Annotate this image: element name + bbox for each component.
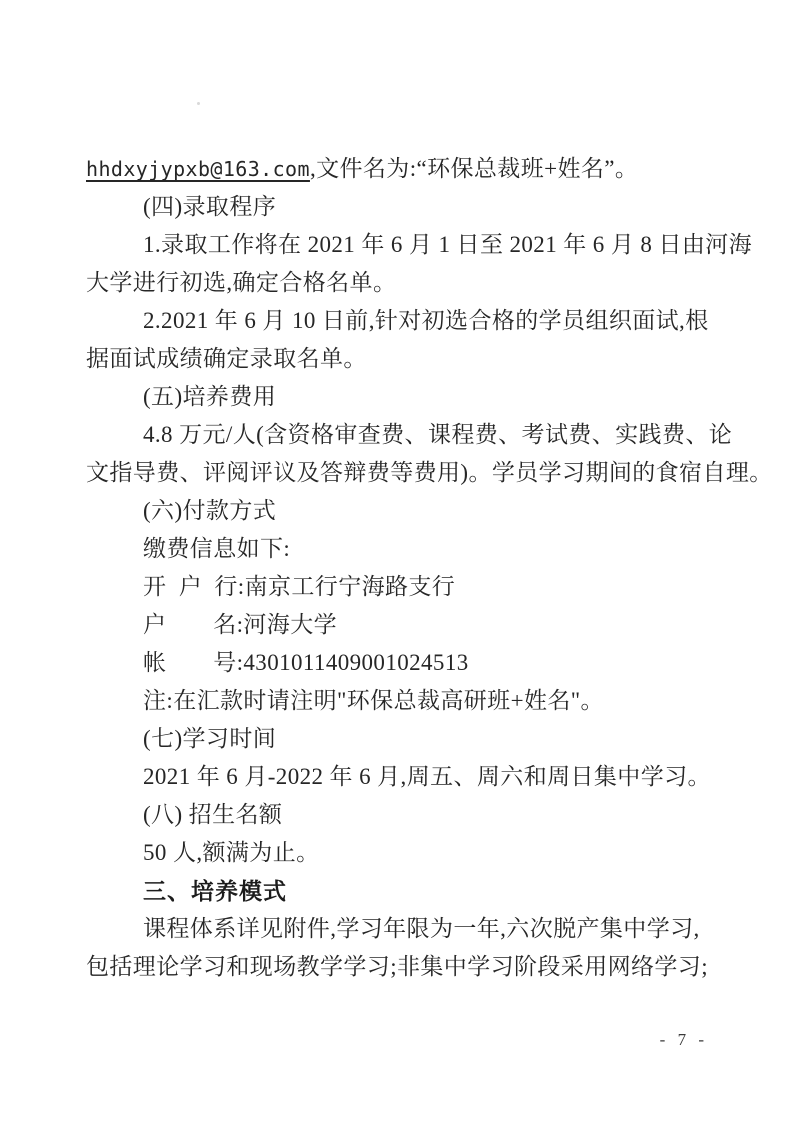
text-line-admission-step2: 2.2021 年 6 月 10 日前,针对初选合格的学员组织面试,根 — [143, 308, 709, 333]
section-heading-admission-procedure: (四)录取程序 — [143, 194, 277, 219]
document-body — [86, 150, 773, 986]
text-line-payment-intro: 缴费信息如下: — [143, 536, 291, 561]
section-heading-training-fee: (五)培养费用 — [143, 384, 277, 409]
text-line-fee-detail: 4.8 万元/人(含资格审查费、课程费、考试费、实践费、论 — [143, 422, 733, 447]
text-line-fee-detail-cont: 文指导费、评阅评议及答辩费等费用)。学员学习期间的食宿自理。 — [86, 460, 773, 485]
text-line-admission-step1-cont: 大学进行初选,确定合格名单。 — [86, 270, 397, 295]
text-line-admission-step1: 1.录取工作将在 2021 年 6 月 1 日至 2021 年 6 月 8 日由河海 — [143, 232, 753, 257]
text-line-training-mode-cont: 包括理论学习和现场教学学习;非集中学习阶段采用网络学习; — [86, 954, 708, 979]
email-address: hhdxyjypxb@163.com — [86, 157, 310, 181]
text-line-study-time: 2021 年 6 月-2022 年 6 月,周五、周六和周日集中学习。 — [143, 764, 711, 789]
text-line-training-mode: 课程体系详见附件,学习年限为一年,六次脱产集中学习, — [143, 916, 700, 941]
text-line-quota: 50 人,额满为止。 — [143, 840, 320, 865]
section-heading-payment-method: (六)付款方式 — [143, 498, 277, 523]
email-continuation-line — [86, 150, 754, 188]
section-heading-enrollment-quota: (八) 招生名额 — [143, 802, 283, 827]
remittance-note-line: 注:在汇款时请注明"环保总裁高研班+姓名"。 — [143, 688, 604, 713]
page-number: - 7 - — [659, 1030, 708, 1049]
account-number-line: 帐 号:4301011409001024513 — [143, 650, 469, 675]
section-heading-study-time: (七)学习时间 — [143, 726, 277, 751]
email-line-text: ,文件名为:“环保总裁班+姓名”。 — [309, 156, 639, 181]
scan-artifact — [197, 102, 200, 105]
text-line-admission-step2-cont: 据面试成绩确定录取名单。 — [86, 346, 367, 371]
account-name-line: 户 名:河海大学 — [143, 612, 337, 637]
bank-branch-line: 开 户 行:南京工行宁海路支行 — [143, 574, 456, 599]
chapter-heading-training-mode: 三、培养模式 — [143, 878, 287, 904]
